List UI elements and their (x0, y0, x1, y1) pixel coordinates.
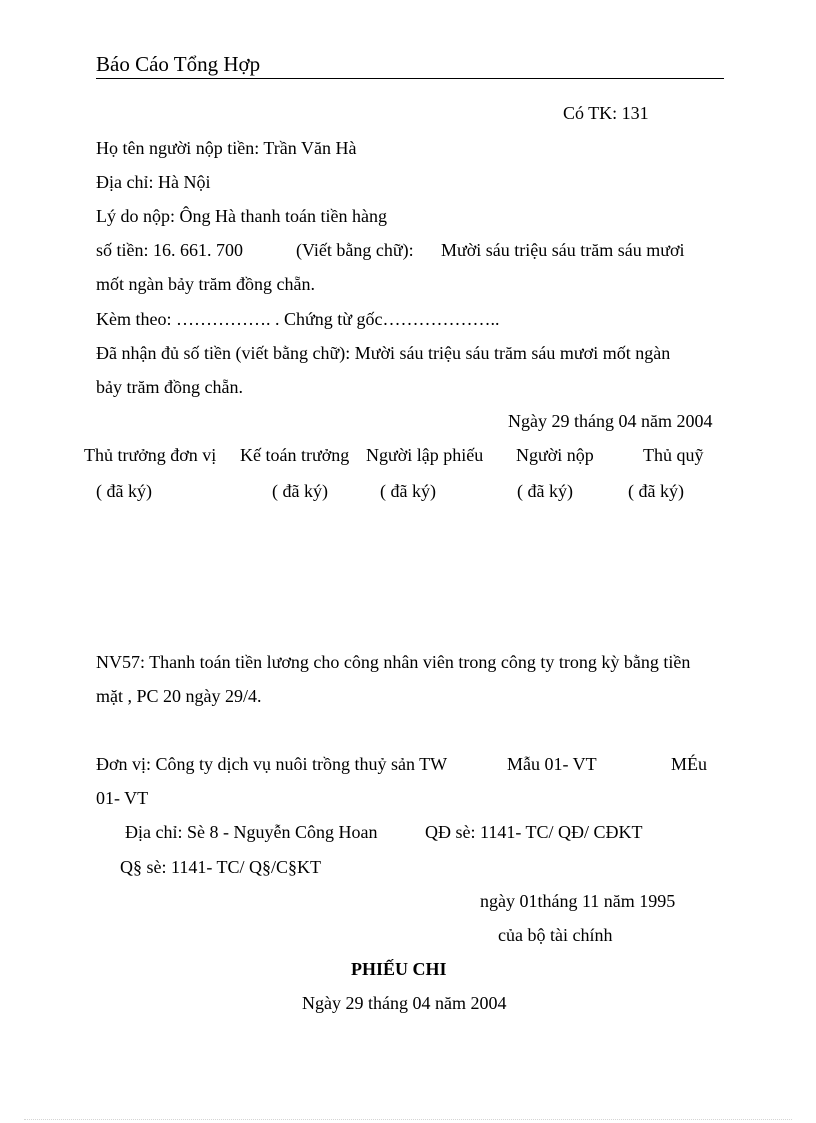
header-title: Báo Cáo Tổng Hợp (96, 52, 261, 76)
voucher-address: Địa chỉ: Sè 8 - Nguyễn Công Hoan (125, 822, 378, 842)
page-header (96, 50, 724, 79)
voucher-date: Ngày 29 tháng 04 năm 2004 (302, 993, 507, 1013)
page-bottom-divider (24, 1119, 792, 1120)
voucher-issuer: của bộ tài chính (498, 925, 613, 945)
receipt-date: Ngày 29 tháng 04 năm 2004 (508, 411, 713, 431)
signed-mark-4: ( đã ký) (517, 481, 573, 501)
voucher-form-alt: MÉu (671, 754, 707, 774)
voucher-unit: Đơn vị: Công ty dịch vụ nuôi trồng thuỷ sản TW (96, 754, 448, 774)
signed-mark-3: ( đã ký) (380, 481, 436, 501)
payment-reason: Lý do nộp: Ông Hà thanh toán tiền hàng (96, 206, 387, 226)
attachments: Kèm theo: ……………. . Chứng từ gốc……………….. (96, 309, 500, 329)
amount-words-line1: Mười sáu triệu sáu trăm sáu mươi (441, 240, 685, 260)
voucher-form-alt-code: 01- VT (96, 788, 149, 808)
signed-mark-1: ( đã ký) (96, 481, 152, 501)
voucher-issue-date: ngày 01tháng 11 năm 1995 (480, 891, 676, 911)
nv57-line2: mặt , PC 20 ngày 29/4. (96, 686, 262, 706)
signed-mark-5: ( đã ký) (628, 481, 684, 501)
voucher-form: Mẫu 01- VT (507, 754, 597, 774)
received-words-line2: bảy trăm đồng chẵn. (96, 377, 243, 397)
voucher-title: PHIẾU CHI (351, 959, 447, 979)
amount-number: số tiền: 16. 661. 700 (96, 240, 243, 260)
signer-payer: Người nộp (516, 445, 594, 465)
received-words-line1: Đã nhận đủ số tiền (viết bằng chữ): Mười sáu triệu sáu trăm sáu mươi mốt ngàn (96, 343, 671, 363)
payer-address: Địa chỉ: Hà Nội (96, 172, 211, 192)
signer-chief-accountant: Kế toán trưởng (240, 445, 350, 465)
signer-unit-head: Thủ trưởng đơn vị (84, 445, 217, 465)
payer-name: Họ tên người nộp tiền: Trần Văn Hà (96, 138, 357, 158)
credit-account: Có TK: 131 (563, 103, 649, 123)
amount-words-label: (Viết bằng chữ): (296, 240, 414, 260)
nv57-line1: NV57: Thanh toán tiền lương cho công nhân viên trong công ty trong kỳ bằng tiền (96, 652, 691, 672)
amount-words-line2: mốt ngàn bảy trăm đồng chẵn. (96, 274, 315, 294)
voucher-decision: QĐ sè: 1141- TC/ QĐ/ CĐKT (425, 822, 643, 842)
signer-cashier: Thủ quỹ (643, 445, 704, 465)
voucher-decision-alt: Q§ sè: 1141- TC/ Q§/C§KT (120, 857, 321, 877)
signed-mark-2: ( đã ký) (272, 481, 328, 501)
signer-preparer: Người lập phiếu (366, 445, 484, 465)
